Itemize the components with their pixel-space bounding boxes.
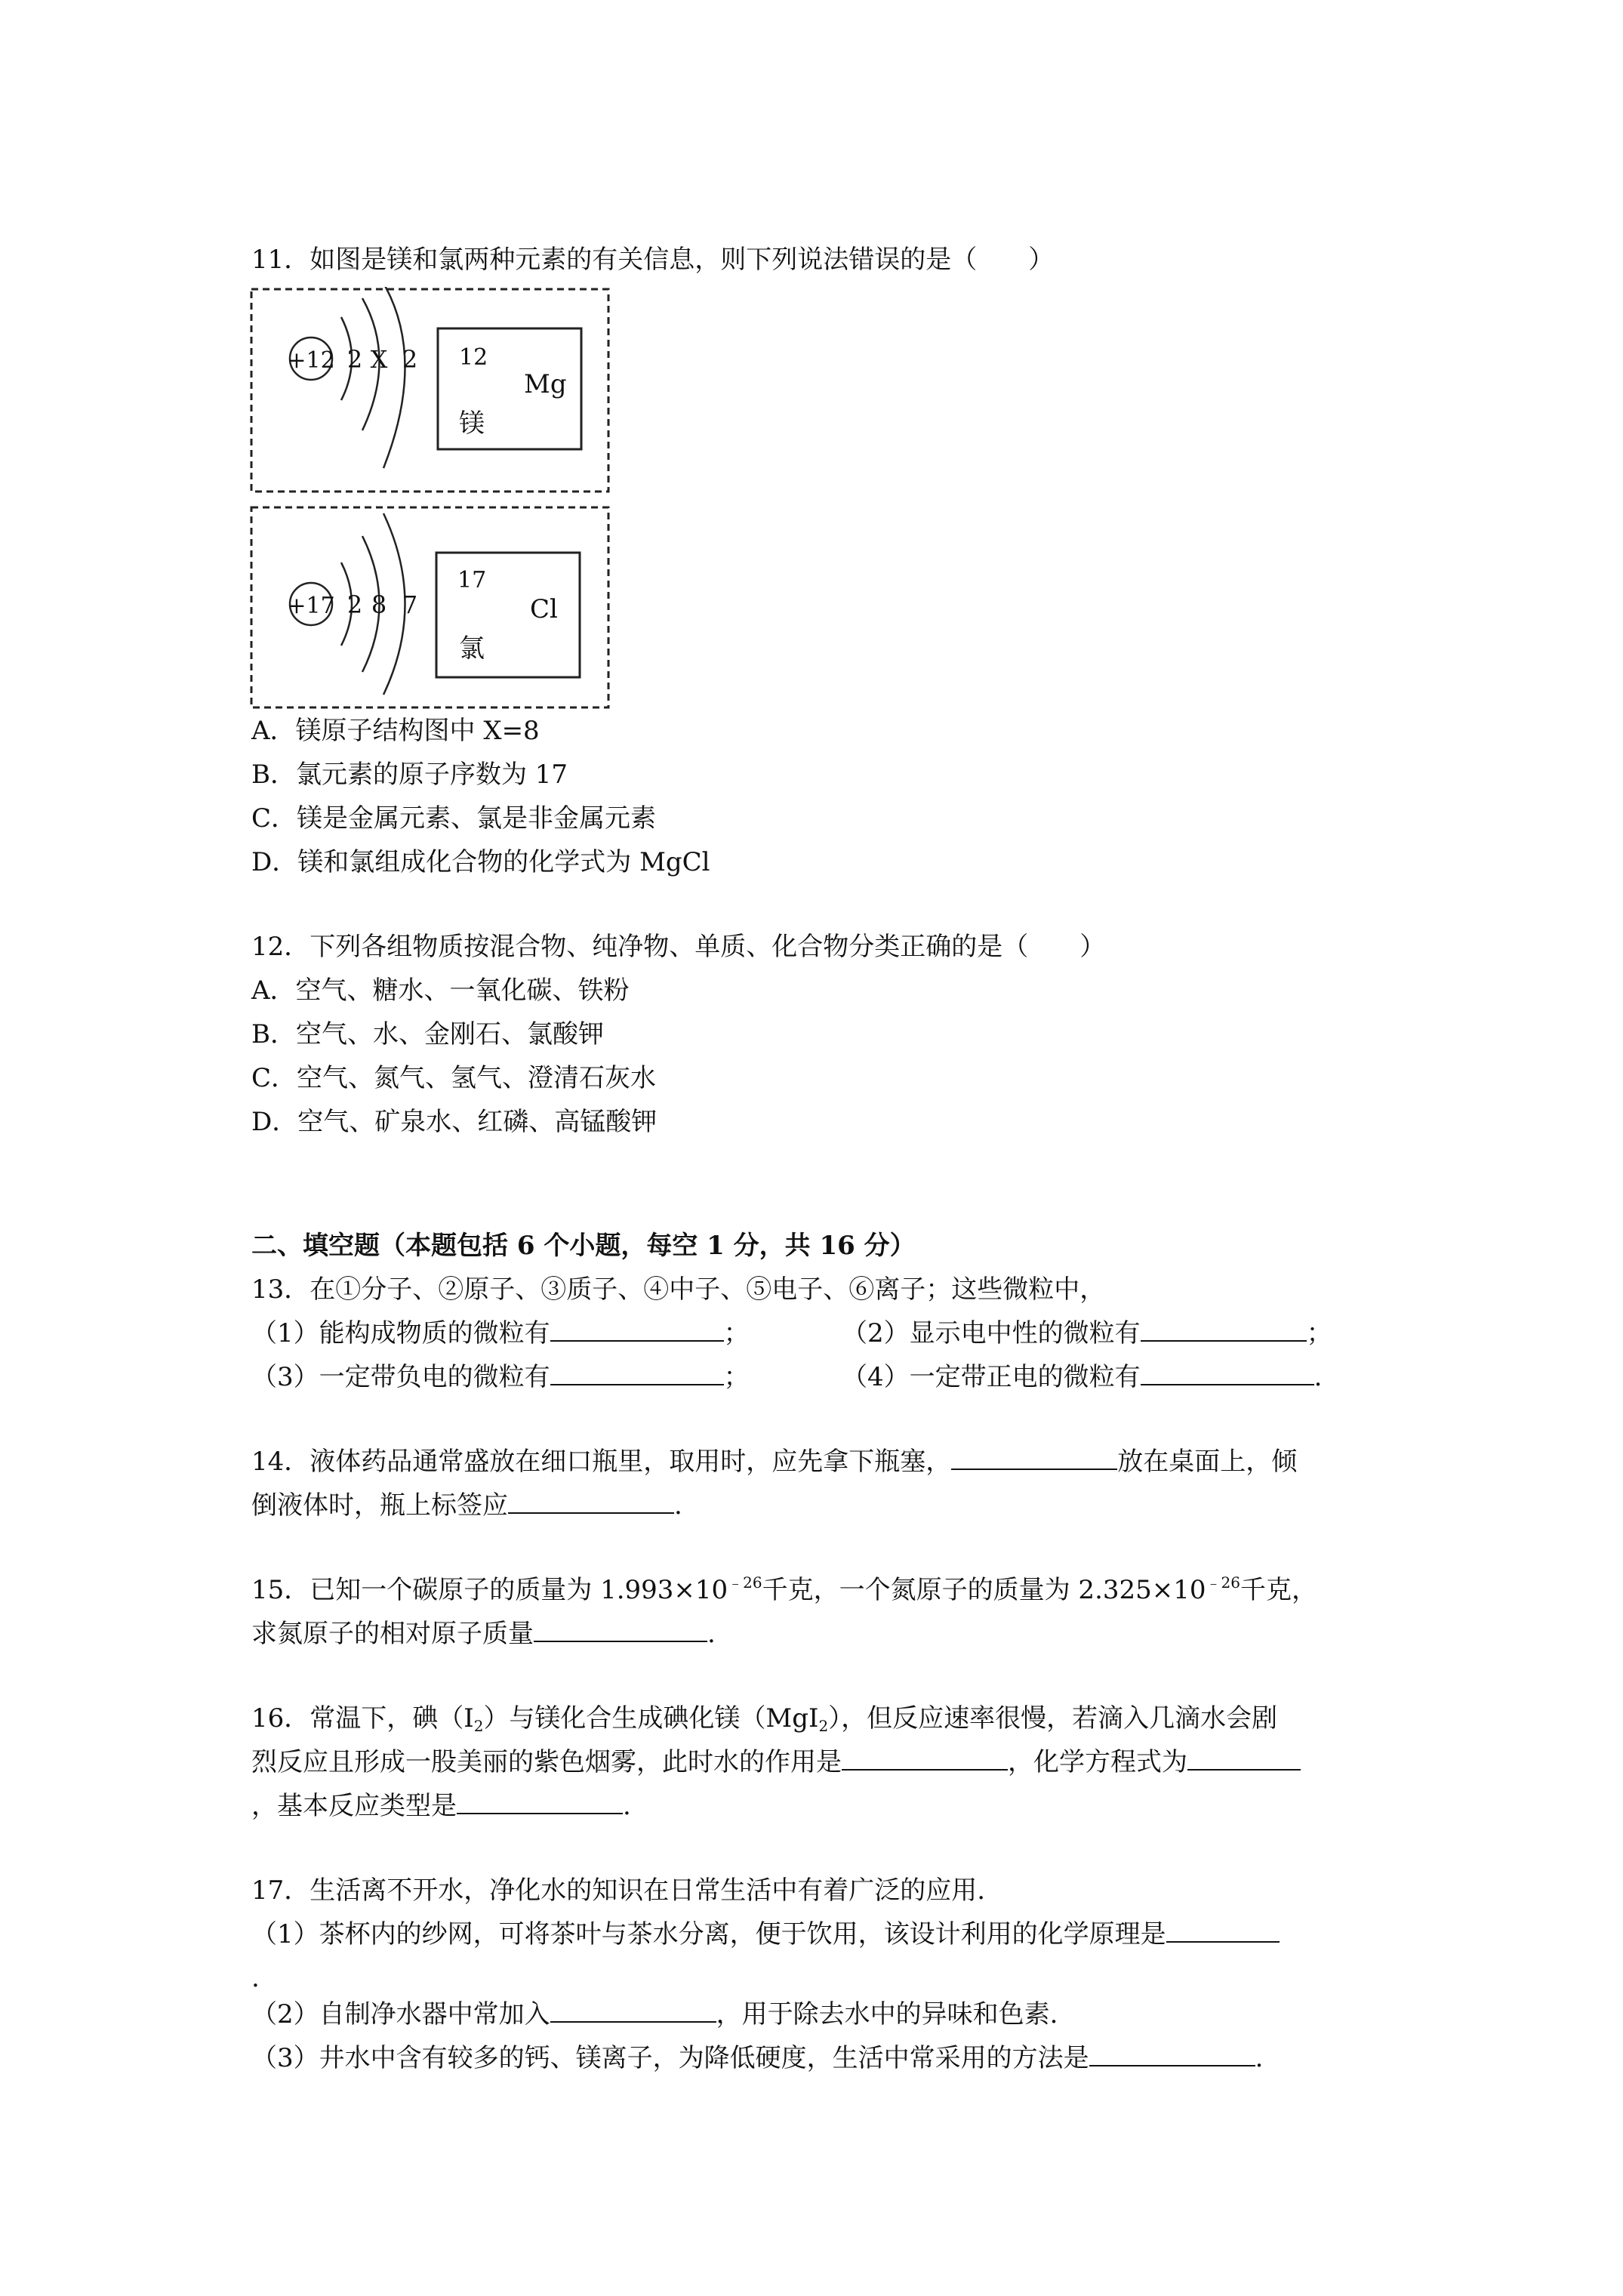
q17-part1	[251, 1918, 1280, 1951]
mg-shell-1-count: 2	[346, 345, 363, 374]
mg-shell-3-count: 2	[402, 345, 418, 374]
q14-text-3: 倒液体时，瓶上标签应	[251, 1490, 508, 1521]
q16-end: .	[623, 1791, 631, 1821]
q15-line-1	[251, 1573, 1317, 1607]
q16-blank-3[interactable]	[457, 1790, 623, 1814]
q17-blank-2[interactable]	[550, 1999, 716, 2023]
q12-option-d: D．空气、矿泉水、红磷、高锰酸钾	[251, 1107, 658, 1137]
q17-part2-text-1: （2）自制净水器中常加入	[251, 1999, 550, 2029]
q16-text-2: ）与镁化合生成碘化镁（MgI	[483, 1703, 819, 1734]
mg-nucleus-label: +12	[287, 347, 335, 374]
q13-blank-3[interactable]	[550, 1361, 724, 1385]
mg-name: 镁	[459, 408, 485, 439]
q13-part2-text: （2）显示电中性的微粒有	[842, 1318, 1141, 1348]
q14-text-1: 14．液体药品通常盛放在细口瓶里，取用时，应先拿下瓶塞，	[251, 1447, 952, 1477]
q14-line-2	[251, 1489, 682, 1522]
q17-blank-3[interactable]	[1089, 2042, 1255, 2066]
q13-stem: 13．在①分子、②原子、③质子、④中子、⑤电子、⑥离子；这些微粒中，	[251, 1274, 1106, 1305]
q17-blank-1[interactable]	[1166, 1918, 1280, 1943]
q11-figure	[249, 287, 611, 710]
q11-option-d: D．镁和氯组成化合物的化学式为 MgCl	[251, 847, 710, 877]
q13-part3-text: （3）一定带负电的微粒有	[251, 1362, 550, 1392]
q15-text-2: 千克，一个氮原子的质量为 2.325×10	[762, 1575, 1206, 1605]
q16-text-1: 16．常温下，碘（I	[251, 1703, 474, 1734]
mg-symbol: Mg	[524, 369, 567, 399]
q17-part1-end: .	[251, 1963, 260, 1993]
q17-part3-text: （3）井水中含有较多的钙、镁离子，为降低硬度，生活中常采用的方法是	[251, 2043, 1089, 2073]
q14-blank-1[interactable]	[951, 1446, 1117, 1470]
cl-nucleus-label: +17	[287, 593, 335, 619]
q16-subscript-2: 2	[818, 1717, 829, 1735]
mg-shell-2-count: X	[370, 345, 388, 374]
cl-name: 氯	[459, 633, 485, 664]
q15-blank[interactable]	[534, 1618, 707, 1642]
q11-option-a: A．镁原子结构图中 X=8	[251, 716, 540, 746]
q16-blank-2[interactable]	[1187, 1746, 1301, 1771]
cl-symbol: Cl	[530, 594, 558, 624]
cl-shell-2-count: 8	[371, 590, 387, 619]
q13-part1-text: （1）能构成物质的微粒有	[251, 1318, 550, 1348]
q14-line-1	[251, 1445, 1297, 1478]
q17-part2	[251, 1998, 1058, 2031]
q13-part3	[251, 1361, 750, 1394]
q15-exponent-2: ﹣26	[1206, 1573, 1240, 1592]
q11-stem: 11．如图是镁和氯两种元素的有关信息，则下列说法错误的是（ ）	[251, 245, 1055, 275]
q16-line-2	[251, 1746, 1301, 1779]
mg-atomic-number: 12	[459, 344, 488, 371]
q16-line-3	[251, 1789, 631, 1823]
cl-shell-3-count: 7	[402, 590, 418, 619]
q13-blank-1[interactable]	[550, 1318, 724, 1342]
q13-part4	[842, 1361, 1322, 1394]
q11-option-b: B．氯元素的原子序数为 17	[251, 760, 568, 790]
q16-subscript-1: 2	[473, 1717, 484, 1735]
cl-shell-1-count: 2	[346, 590, 363, 619]
q13-part3-end: ；	[723, 1362, 750, 1392]
q17-part1-text: （1）茶杯内的纱网，可将茶叶与茶水分离，便于饮用，该设计利用的化学原理是	[251, 1919, 1166, 1949]
q16-text-6: ，基本反应类型是	[251, 1791, 457, 1821]
q17-part2-text-2: ，用于除去水中的异味和色素.	[716, 1999, 1058, 2029]
q15-end: .	[707, 1619, 716, 1649]
q13-part1	[251, 1317, 750, 1350]
q12-option-a: A．空气、糖水、一氧化碳、铁粉	[251, 975, 630, 1006]
q16-line-1	[251, 1702, 1277, 1735]
q13-part2-end: ；	[1306, 1318, 1332, 1348]
mg-shell-3	[383, 287, 405, 468]
q13-blank-2[interactable]	[1141, 1318, 1307, 1342]
q16-text-4: 烈反应且形成一股美丽的紫色烟雾，此时水的作用是	[251, 1747, 842, 1777]
q17-end: .	[1255, 2043, 1264, 2073]
q12-option-b: B．空气、水、金刚石、氯酸钾	[251, 1019, 604, 1049]
q15-text-4: 求氮原子的相对原子质量	[251, 1619, 534, 1649]
q13-blank-4[interactable]	[1141, 1361, 1314, 1385]
q14-text-2: 放在桌面上，倾	[1117, 1447, 1298, 1477]
q15-line-2	[251, 1617, 716, 1650]
q17-part3	[251, 2042, 1263, 2075]
q13-part4-end: .	[1313, 1362, 1323, 1392]
q14-blank-2[interactable]	[508, 1490, 674, 1514]
q15-text-1: 15．已知一个碳原子的质量为 1.993×10	[251, 1575, 728, 1605]
q11-option-c: C．镁是金属元素、氯是非金属元素	[251, 803, 657, 834]
q15-text-3: 千克，	[1240, 1575, 1317, 1605]
q16-text-3: ），但反应速率很慢，若滴入几滴水会剧	[828, 1703, 1278, 1734]
q12-stem: 12．下列各组物质按混合物、纯净物、单质、化合物分类正确的是（ ）	[251, 932, 1106, 962]
q14-end: .	[674, 1490, 682, 1521]
q16-text-5: ，化学方程式为	[1008, 1747, 1187, 1777]
q13-part2	[842, 1317, 1332, 1350]
q13-part1-end: ；	[723, 1318, 750, 1348]
q16-blank-1[interactable]	[842, 1746, 1008, 1771]
q17-stem: 17．生活离不开水，净化水的知识在日常生活中有着广泛的应用.	[251, 1875, 986, 1906]
q13-part4-text: （4）一定带正电的微粒有	[842, 1362, 1141, 1392]
q12-option-c: C．空气、氮气、氢气、澄清石灰水	[251, 1063, 657, 1093]
q15-exponent-1: ﹣26	[728, 1573, 762, 1592]
section-heading: 二、填空题（本题包括 6 个小题，每空 1 分，共 16 分）	[251, 1231, 916, 1261]
cl-atomic-number: 17	[457, 567, 487, 593]
